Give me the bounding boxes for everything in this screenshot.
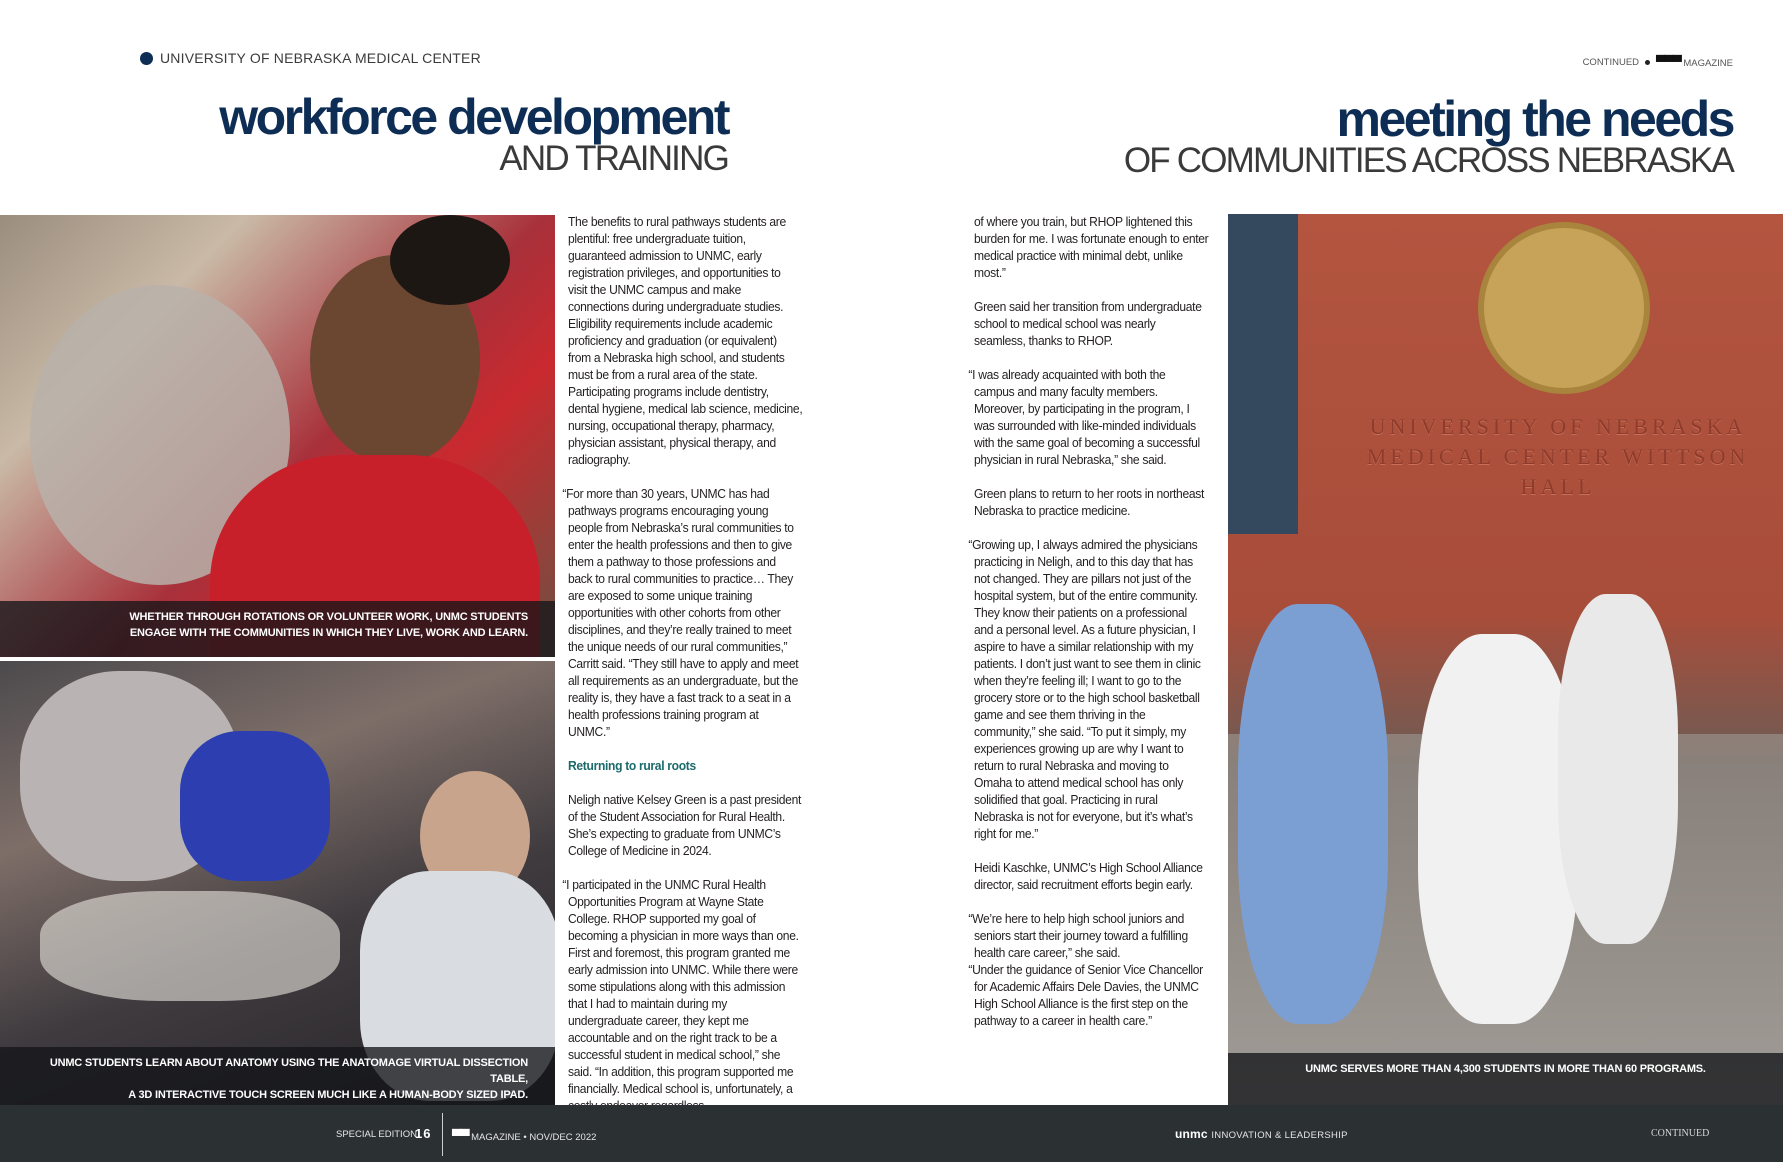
magazine-logo bbox=[1656, 55, 1733, 69]
student-blue-top-figure bbox=[180, 731, 330, 881]
footer-tagline: INNOVATION & LEADERSHIP bbox=[1211, 1130, 1348, 1141]
caption-line: A 3D INTERACTIVE TOUCH SCREEN MUCH LIKE A HUMAN-BODY SIZED IPAD. bbox=[128, 1088, 528, 1101]
student-whitecoat-figure bbox=[1418, 634, 1578, 1024]
student-whitecoat-figure-2 bbox=[1558, 594, 1678, 944]
mm-logo-icon: ▀▀ bbox=[452, 1129, 469, 1143]
photo-anatomage-table bbox=[0, 661, 555, 1105]
university-seal-icon bbox=[1478, 222, 1650, 394]
window-figure bbox=[1228, 214, 1298, 534]
building-sign: UNIVERSITY OF NEBRASKA MEDICAL CENTER WITTSON HALL bbox=[1366, 414, 1750, 499]
footer-divider bbox=[442, 1113, 443, 1156]
page-number: 16 bbox=[415, 1126, 432, 1141]
photo-caption-top-left bbox=[0, 601, 555, 657]
caption-line: UNMC STUDENTS LEARN ABOUT ANATOMY USING THE ANATOMAGE VIRTUAL DISSECTION TABLE, bbox=[49, 1057, 528, 1085]
paragraph: “We’re here to help high school juniors and seniors start their journey toward a fulfilling health care career,” she said. bbox=[968, 911, 1188, 960]
footer-magazine-text: MAGAZINE • NOV/DEC 2022 bbox=[471, 1132, 597, 1143]
left-title: workforce development bbox=[219, 89, 728, 145]
article-column-b bbox=[968, 213, 1209, 1046]
publisher-label bbox=[140, 50, 481, 66]
magazine-label: MAGAZINE bbox=[1683, 58, 1733, 69]
continued-text: CONTINUED bbox=[1582, 56, 1640, 68]
section-subhead: Returning to rural roots bbox=[568, 758, 696, 773]
student-scrubs-figure bbox=[1238, 604, 1388, 1024]
page-footer bbox=[0, 1105, 1783, 1162]
separator-dot-icon bbox=[1645, 60, 1650, 65]
student-hair-figure bbox=[390, 215, 510, 305]
paragraph: “I participated in the UNMC Rural Health Opportunities Program at Wayne State College. RHOP supported my goal of becoming a physician in more ways than one. First and foremost, this program granted me early admission into UNMC. While there were some stipulations along with this admission that I had to maintain during my undergraduate career, they kept me accountable and on the right track to be a successful student in medical school,” she said. “In addition, this program supported me financially. Medical school is, unfortunately, a bbox=[562, 877, 799, 1096]
footer-magazine bbox=[452, 1129, 596, 1143]
left-subtitle: AND TRAINING bbox=[499, 139, 728, 178]
paragraph: The benefits to rural pathways students are plentiful: free undergraduate tuition, guaranteed admission to UNMC, early registration privileges, and opportunities to visit the UNMC campus and make connections during undergraduate studies. Eligibility requirements include academic proficiency and graduation (or equivalent) from a Nebraska high school, and students must be from a rural area of the state. Participating programs include dentistry, dental hygiene, medical lab science, medicine, nursing, occupational therapy, pharmacy, physician assistant, physical therapy, and radiography. bbox=[568, 214, 803, 467]
footer-continued: CONTINUED bbox=[1651, 1128, 1710, 1139]
paragraph: “I was already acquainted with both the campus and many faculty members. Moreover, by participating in the program, I was surrounded with like-minded individuals with the same goal of becoming a successful physician in rural Nebraska,” she said. bbox=[968, 367, 1200, 467]
photo-wittson-hall-students bbox=[1228, 214, 1783, 1105]
footer-edition: SPECIAL EDITION bbox=[336, 1129, 417, 1140]
photo-caption-right: UNMC SERVES MORE THAN 4,300 STUDENTS IN MORE THAN 60 PROGRAMS. bbox=[1228, 1053, 1783, 1105]
paragraph: “Growing up, I always admired the physicians practicing in Neligh, and to this day that has not changed. They are pillars not just of the hospital system, but of the entire community. They know their patients on a professional and a personal level. As a future physician, I aspire to have a similar relationship with my patients. I don’t just want to see them in clinic when they’re feeling ill; I want to go to the grocery store or to the high school basketball game and see them thriving in the community,” she said. “To put it simply, my experiences growing up are why I want to return to rural Nebraska and moving to Omaha to attend medical school has only solidified that goal. Practicing in rural Nebraska is not for everyone, but it’s what’s right for me.” bbox=[968, 537, 1201, 841]
caption-line: WHETHER THROUGH ROTATIONS OR VOLUNTEER WORK, UNMC STUDENTS bbox=[129, 611, 528, 623]
bullet-dot-icon bbox=[140, 52, 153, 65]
continued-header bbox=[1583, 55, 1733, 69]
mm-logo-icon: ▀▀▀ bbox=[1656, 55, 1681, 69]
paragraph: Neligh native Kelsey Green is a past president of the Student Association for Rural Health. She’s expecting to graduate from UNMC’s College of Medicine in 2024. bbox=[568, 792, 802, 858]
footer-brand bbox=[1175, 1127, 1348, 1141]
skeleton-display-figure bbox=[40, 891, 340, 1001]
paragraph: Green said her transition from undergraduate school to medical school was nearly seamless, thanks to RHOP. bbox=[974, 299, 1202, 348]
right-title: meeting the needs bbox=[1336, 91, 1733, 147]
paragraph: “For more than 30 years, UNMC has had pathways programs encouraging young people from Nebraska’s rural communities to enter the health professions and then to give them a pathway to those professions and back to rural communities to practice… They are exposed to some unique training opportunities with other cohorts from other disciplines, and they’re really trained to meet the unique needs of our rural communities,” Carritt said. “They still have to apply and meet all requirements as an undergraduate, but the reality is, they have a fast track to a seat in a health professions training program at UNMC.” bbox=[562, 486, 799, 739]
caption-line: ENGAGE WITH THE COMMUNITIES IN WHICH THEY LIVE, WORK AND LEARN. bbox=[129, 626, 528, 639]
paragraph: of where you train, but RHOP lightened this burden for me. I was fortunate enough to enter medical practice with minimal debt, unlike most.” bbox=[974, 214, 1209, 280]
paragraph: Green plans to return to her roots in northeast Nebraska to practice medicine. bbox=[974, 486, 1205, 518]
unmc-logo-text: unmc bbox=[1175, 1127, 1208, 1141]
photo-caption-bottom-left bbox=[0, 1047, 555, 1105]
article-column-a bbox=[562, 213, 803, 1131]
photo-student-with-resident bbox=[0, 215, 555, 657]
publisher-label-text: UNIVERSITY OF NEBRASKA MEDICAL CENTER bbox=[160, 50, 481, 66]
paragraph: Heidi Kaschke, UNMC’s High School Alliance director, said recruitment efforts begin early. bbox=[974, 860, 1203, 892]
right-subtitle: OF COMMUNITIES ACROSS NEBRASKA bbox=[1123, 141, 1733, 180]
paragraph: “Under the guidance of Senior Vice Chancellor for Academic Affairs Dele Davies, the UNMC High School Alliance is the first step on the pathway to a career in health care.” bbox=[968, 962, 1203, 1028]
